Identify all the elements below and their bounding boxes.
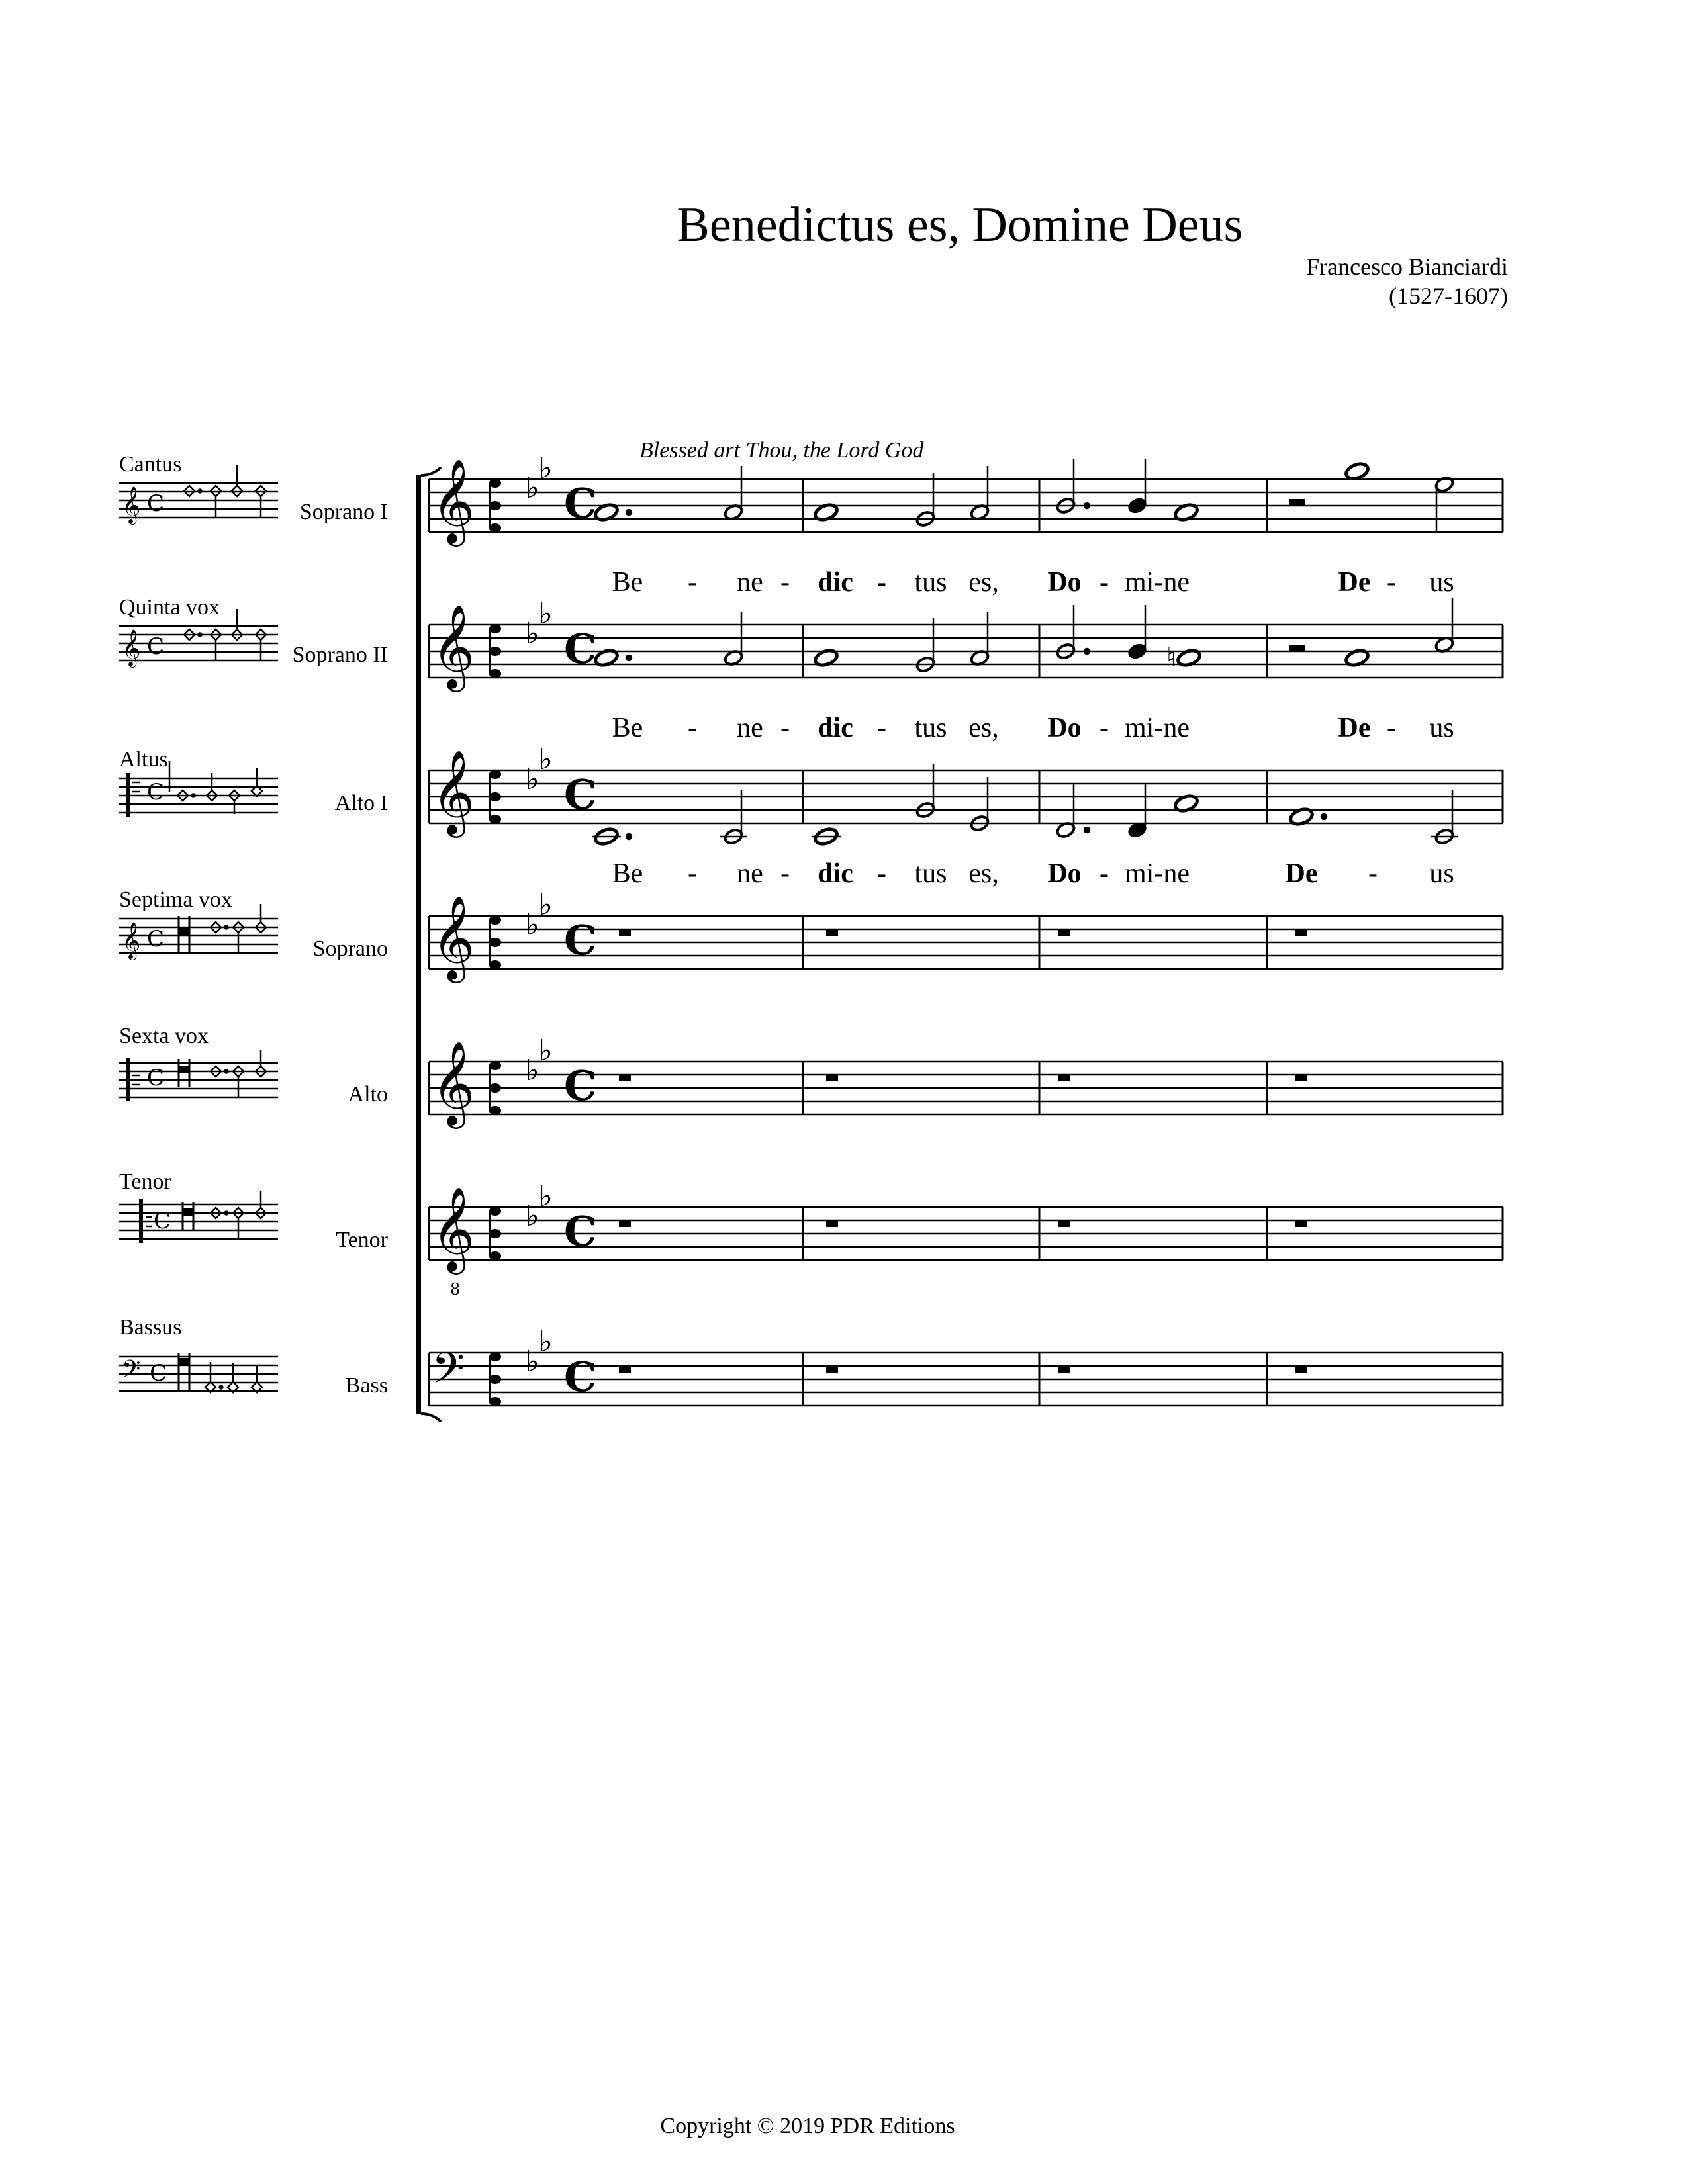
lyric-hyphen: - bbox=[780, 567, 790, 598]
range-note bbox=[489, 1206, 501, 1216]
whole-rest bbox=[1295, 1220, 1307, 1227]
range-note bbox=[489, 478, 501, 488]
lyric-hyphen: - bbox=[877, 858, 886, 889]
lyric-hyphen: - bbox=[1100, 567, 1109, 598]
lyric-hyphen: - bbox=[688, 858, 697, 889]
lyric-syllable: tus bbox=[914, 713, 947, 743]
mensural-name-sexta-vox: Sexta vox bbox=[119, 1024, 209, 1048]
time-signature: C bbox=[564, 1062, 597, 1110]
flat-sign: ♭ bbox=[526, 908, 539, 942]
flat-sign: ♭ bbox=[526, 471, 539, 505]
range-note bbox=[489, 815, 501, 824]
range-note bbox=[489, 1397, 501, 1406]
augmentation-dot bbox=[626, 510, 632, 515]
lyric-syllable: ne bbox=[737, 858, 763, 889]
flat-sign: ♭ bbox=[539, 1179, 553, 1213]
time-signature: C bbox=[564, 770, 597, 819]
whole-rest bbox=[826, 1075, 838, 1081]
mensural-incipit-tenor bbox=[119, 1191, 278, 1243]
part-name-tenor: Tenor bbox=[336, 1228, 388, 1252]
lyric-hyphen: - bbox=[688, 567, 697, 598]
range-note bbox=[489, 669, 501, 678]
whole-rest bbox=[1058, 1366, 1070, 1373]
mensural-name-quinta-vox: Quinta vox bbox=[119, 595, 220, 619]
lyric-hyphen: - bbox=[1100, 858, 1109, 889]
lyric-syllable: De bbox=[1338, 713, 1371, 743]
range-note bbox=[489, 915, 501, 925]
flat-sign: ♭ bbox=[539, 743, 553, 776]
treble-clef: 𝄞 bbox=[432, 895, 475, 979]
whole-rest bbox=[619, 1220, 631, 1227]
svg-text:C: C bbox=[147, 779, 165, 805]
lyric-syllable: dic bbox=[818, 713, 853, 743]
time-signature: C bbox=[564, 1353, 597, 1401]
lyric-hyphen: - bbox=[780, 858, 790, 889]
composer-name: Francesco Bianciardi bbox=[1306, 253, 1508, 280]
mensural-incipit-bassus bbox=[119, 1353, 278, 1392]
flat-sign: ♭ bbox=[539, 451, 553, 485]
whole-rest bbox=[619, 929, 631, 936]
lyric-hyphen: - bbox=[1387, 713, 1396, 743]
part-name-alto-1: Alto I bbox=[334, 791, 388, 815]
whole-rest bbox=[1295, 1366, 1307, 1373]
natural-sign: ♮ bbox=[1166, 642, 1176, 672]
lyric-syllable: ne bbox=[737, 567, 763, 598]
modern-staves bbox=[429, 451, 1503, 1406]
range-note bbox=[489, 1251, 501, 1261]
lyric-syllable: us bbox=[1429, 713, 1454, 743]
whole-rest bbox=[619, 1075, 631, 1081]
lyric-syllable: ne bbox=[737, 713, 763, 743]
whole-rest bbox=[1058, 929, 1070, 936]
svg-text:C: C bbox=[150, 1360, 167, 1387]
range-note bbox=[489, 938, 501, 947]
augmentation-dot bbox=[1084, 503, 1090, 508]
range-note bbox=[489, 647, 501, 656]
lyric-syllable: us bbox=[1429, 567, 1454, 598]
svg-text:C: C bbox=[147, 1065, 165, 1091]
lyric-hyphen: - bbox=[1368, 858, 1378, 889]
mensural-name-bassus: Bassus bbox=[119, 1315, 182, 1340]
lyric-syllable: Be bbox=[612, 713, 643, 743]
mensural-name-tenor: Tenor bbox=[119, 1169, 171, 1194]
whole-rest bbox=[1058, 1220, 1070, 1227]
svg-text:𝄞: 𝄞 bbox=[122, 629, 141, 666]
time-signature: C bbox=[564, 916, 597, 964]
range-note bbox=[489, 770, 501, 779]
treble-clef: 𝄞 bbox=[432, 1040, 475, 1125]
lyric-syllable: mi-ne bbox=[1125, 713, 1190, 743]
flat-sign: ♭ bbox=[539, 1325, 553, 1359]
range-note bbox=[489, 1106, 501, 1115]
composer-dates: (1527-1607) bbox=[1389, 283, 1508, 309]
copyright-notice: Copyright © 2019 PDR Editions bbox=[660, 2114, 955, 2138]
flat-sign: ♭ bbox=[526, 617, 539, 651]
part-name-soprano-2: Soprano II bbox=[292, 643, 388, 667]
whole-note bbox=[1344, 461, 1370, 481]
mensural-incipit-altus bbox=[119, 761, 278, 817]
whole-rest bbox=[1295, 1075, 1307, 1081]
lyric-syllable: es, bbox=[968, 858, 999, 889]
flat-sign: ♭ bbox=[526, 1345, 539, 1379]
whole-rest bbox=[1295, 929, 1307, 936]
augmentation-dot bbox=[1084, 649, 1090, 654]
svg-text:C: C bbox=[147, 926, 165, 952]
range-note bbox=[489, 1083, 501, 1093]
lyric-syllable: Do bbox=[1047, 858, 1082, 889]
range-note bbox=[489, 1352, 501, 1361]
part-name-soprano-1: Soprano I bbox=[299, 500, 388, 524]
treble-clef: 𝄞 bbox=[432, 749, 475, 834]
range-note bbox=[489, 960, 501, 970]
svg-text:𝄞: 𝄞 bbox=[122, 486, 141, 523]
whole-rest bbox=[826, 929, 838, 936]
bass-clef: 𝄢 bbox=[432, 1344, 465, 1404]
range-note bbox=[489, 501, 501, 510]
treble-clef: 𝄞 bbox=[432, 458, 475, 543]
lyric-syllable: es, bbox=[968, 713, 999, 743]
part-name-alto: Alto bbox=[348, 1082, 388, 1107]
lyric-syllable: De bbox=[1285, 858, 1318, 889]
svg-text:𝄢: 𝄢 bbox=[122, 1355, 141, 1389]
lyric-hyphen: - bbox=[877, 567, 886, 598]
half-rest bbox=[1289, 499, 1305, 506]
whole-rest bbox=[1058, 1075, 1070, 1081]
mensural-name-septima-vox: Septima vox bbox=[119, 887, 232, 912]
lyric-syllable: tus bbox=[914, 858, 947, 889]
range-note bbox=[489, 1229, 501, 1238]
octave-mark: 8 bbox=[450, 1280, 461, 1298]
lyric-syllable: Do bbox=[1047, 713, 1082, 743]
part-name-bass: Bass bbox=[345, 1373, 388, 1398]
part-name-soprano: Soprano bbox=[312, 936, 388, 961]
whole-rest bbox=[619, 1366, 631, 1373]
lyric-hyphen: - bbox=[780, 713, 790, 743]
flat-sign: ♭ bbox=[539, 888, 553, 922]
translation-text: Blessed art Thou, the Lord God bbox=[639, 438, 924, 463]
range-note bbox=[489, 1061, 501, 1070]
lyric-hyphen: - bbox=[1387, 567, 1396, 598]
page-title: Benedictus es, Domine Deus bbox=[677, 198, 1243, 252]
lyric-syllable: mi-ne bbox=[1125, 567, 1190, 598]
treble-clef: 𝄞 bbox=[432, 1186, 475, 1271]
range-note bbox=[489, 792, 501, 801]
lyric-syllable: tus bbox=[914, 567, 947, 598]
range-note bbox=[489, 624, 501, 633]
whole-rest bbox=[826, 1366, 838, 1373]
svg-text:𝄞: 𝄞 bbox=[122, 922, 141, 959]
time-signature: C bbox=[564, 479, 597, 527]
lyric-syllable: Be bbox=[612, 858, 643, 889]
lyric-hyphen: - bbox=[1100, 713, 1109, 743]
mensural-incipit-septima-vox bbox=[119, 904, 278, 960]
flat-sign: ♭ bbox=[539, 597, 553, 631]
lyric-syllable: Do bbox=[1047, 567, 1082, 598]
augmentation-dot bbox=[1084, 827, 1090, 833]
mensural-incipit-quinta-vox bbox=[119, 609, 278, 668]
half-rest bbox=[1289, 645, 1305, 651]
time-signature: C bbox=[564, 1207, 597, 1255]
flat-sign: ♭ bbox=[526, 1199, 539, 1233]
treble-clef: 𝄞 bbox=[432, 604, 475, 688]
augmentation-dot bbox=[1321, 814, 1327, 819]
augmentation-dot bbox=[626, 655, 632, 660]
range-note bbox=[489, 523, 501, 533]
svg-text:C: C bbox=[147, 490, 165, 517]
lyric-syllable: us bbox=[1429, 858, 1454, 889]
range-note bbox=[489, 1375, 501, 1384]
lyric-hyphen: - bbox=[688, 713, 697, 743]
lyric-syllable: Be bbox=[612, 567, 643, 598]
mensural-name-cantus: Cantus bbox=[119, 452, 182, 477]
flat-sign: ♭ bbox=[526, 1054, 539, 1087]
flat-sign: ♭ bbox=[526, 762, 539, 796]
lyric-syllable: dic bbox=[818, 567, 853, 598]
augmentation-dot bbox=[626, 834, 632, 839]
svg-text:C: C bbox=[154, 1208, 171, 1234]
lyric-hyphen: - bbox=[877, 713, 886, 743]
lyric-syllable: dic bbox=[818, 858, 853, 889]
svg-text:C: C bbox=[147, 633, 165, 660]
whole-rest bbox=[826, 1220, 838, 1227]
lyric-syllable: mi-ne bbox=[1125, 858, 1190, 889]
mensural-incipit-cantus bbox=[119, 465, 278, 525]
flat-sign: ♭ bbox=[539, 1034, 553, 1068]
lyric-syllable: De bbox=[1338, 567, 1371, 598]
lyric-syllable: es, bbox=[968, 567, 999, 598]
mensural-incipit-sexta-vox bbox=[119, 1050, 278, 1101]
time-signature: C bbox=[564, 625, 597, 673]
mensural-name-altus: Altus bbox=[119, 747, 168, 772]
